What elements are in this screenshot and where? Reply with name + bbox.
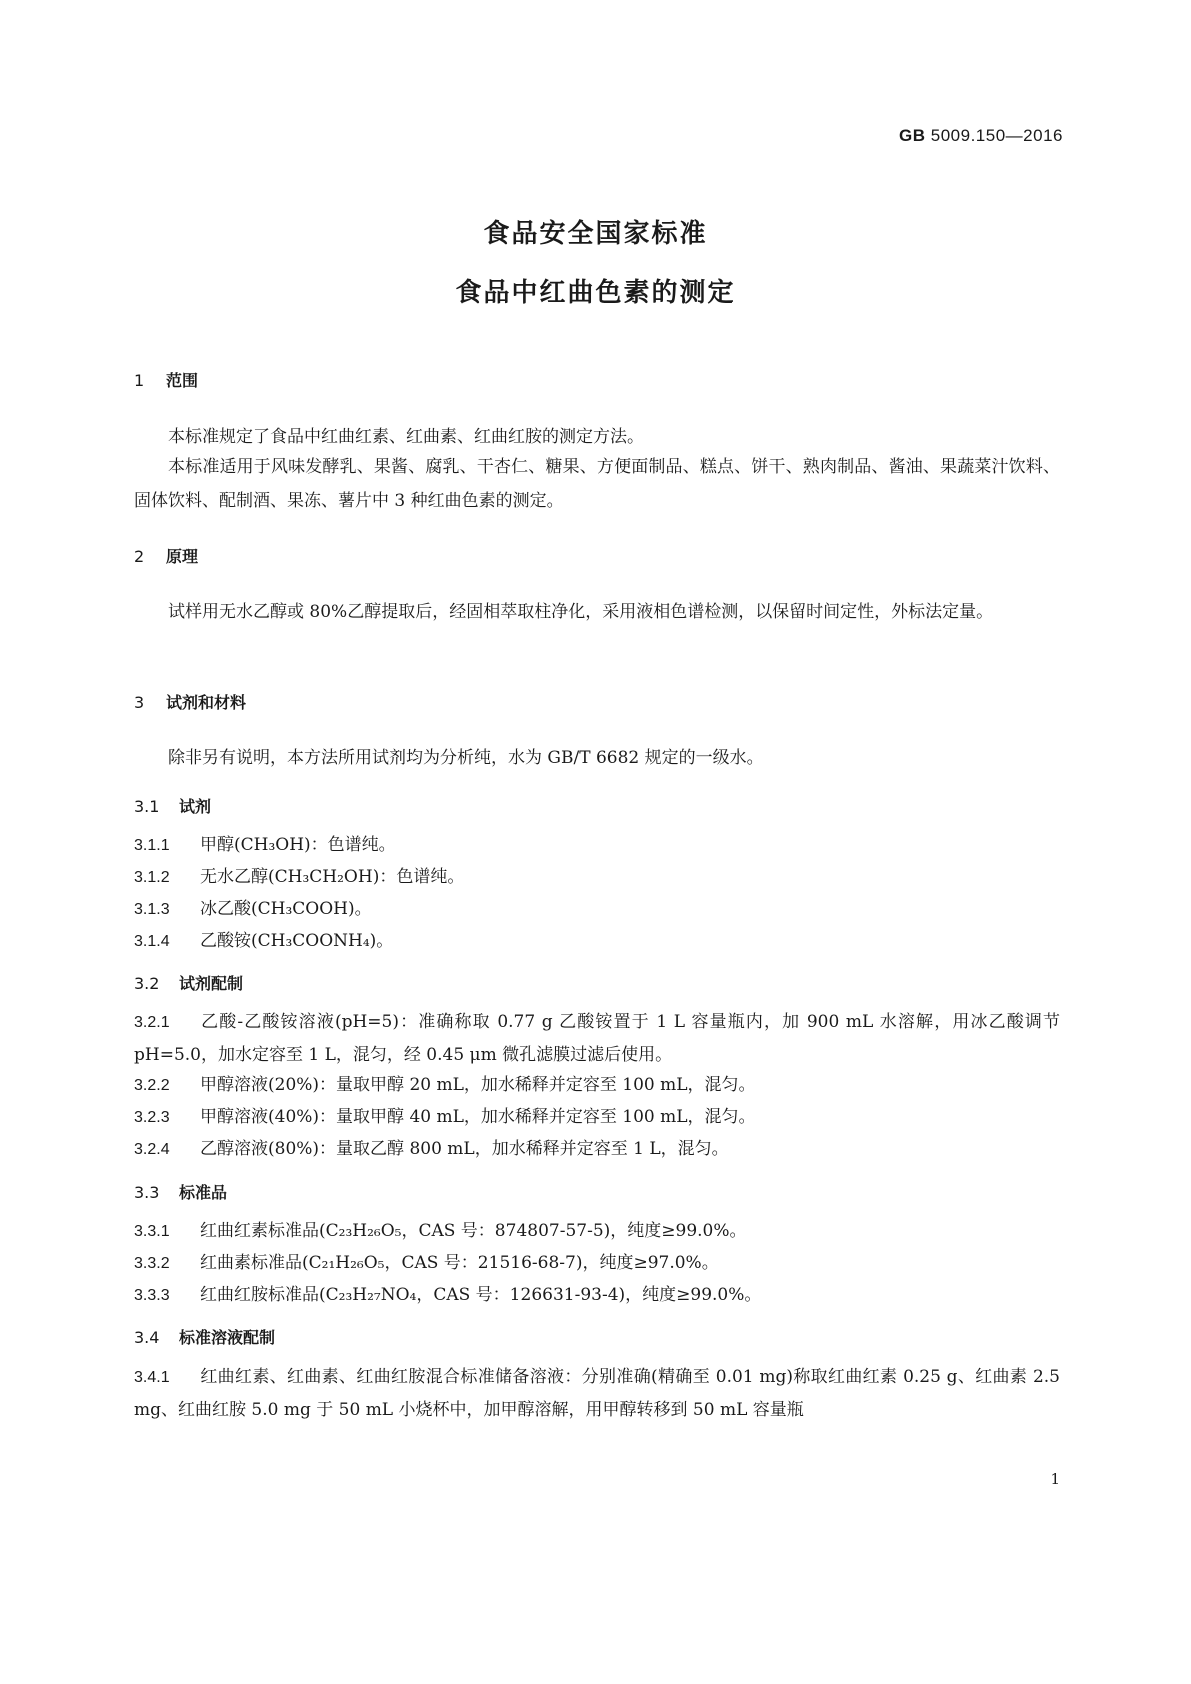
clause-item: 3.1.2 无水乙醇(CH₃CH₂OH)：色谱纯。 (134, 867, 465, 887)
section-number: 1 (134, 371, 145, 390)
clause-item: 3.2.3 甲醇溶液(40%)：量取甲醇 40 mL，加水稀释并定容至 100 mL，混匀。 (134, 1107, 756, 1127)
clause-item: 3.2.1 乙酸-乙酸铵溶液(pH=5)：准确称取 0.77 g 乙酸铵置于 1 L 容量瓶内，加 900 mL 水溶解，用冰乙酸调节 pH=5.0，加水定容至 1 L，混匀，经 0.45 μm 微孔滤膜过滤后使用。 (134, 1012, 1060, 1065)
clause-item: 3.1.1 甲醇(CH₃OH)：色谱纯。 (134, 835, 396, 855)
section-title: 标准品 (179, 1183, 228, 1202)
paragraph: 试样用无水乙醇或 80%乙醇提取后，经固相萃取柱净化，采用液相色谱检测，以保留时间定性，外标法定量。 (168, 602, 994, 622)
section-title: 原理 (166, 547, 199, 566)
page-number: 1 (1050, 1470, 1060, 1488)
section-heading-2 (134, 544, 198, 567)
section-title: 试剂和材料 (166, 693, 247, 712)
section-number: 3.3 (134, 1183, 160, 1202)
subsection-heading-3-2 (134, 971, 243, 994)
paragraph: 除非另有说明，本方法所用试剂均为分析纯，水为 GB/T 6682 规定的一级水。 (168, 748, 764, 768)
section-number: 3 (134, 693, 145, 712)
paragraph: 本标准适用于风味发酵乳、果酱、腐乳、干杏仁、糖果、方便面制品、糕点、饼干、熟肉制品、酱油、果蔬菜汁饮料、固体饮料、配制酒、果冻、薯片中 3 种红曲色素的测定。 (134, 457, 1060, 511)
clause-item: 3.1.4 乙酸铵(CH₃COONH₄)。 (134, 931, 394, 951)
section-title: 标准溶液配制 (179, 1328, 276, 1347)
section-title: 试剂 (179, 797, 212, 816)
standard-code-prefix: GB (899, 126, 926, 145)
section-number: 3.2 (134, 974, 160, 993)
clause-item: 3.1.3 冰乙酸(CH₃COOH)。 (134, 899, 372, 919)
standard-code-number: 5009.150—2016 (930, 126, 1063, 145)
clause-item: 3.2.4 乙醇溶液(80%)：量取乙醇 800 mL，加水稀释并定容至 1 L，混匀。 (134, 1139, 729, 1159)
section-title: 试剂配制 (179, 974, 244, 993)
section-number: 3.4 (134, 1328, 160, 1347)
section-number: 2 (134, 547, 145, 566)
clause-item: 3.2.2 甲醇溶液(20%)：量取甲醇 20 mL，加水稀释并定容至 100 mL，混匀。 (134, 1075, 756, 1095)
section-heading-1 (134, 368, 198, 391)
section-number: 3.1 (134, 797, 160, 816)
section-title: 范围 (166, 371, 199, 390)
subsection-heading-3-3 (134, 1180, 227, 1203)
standard-number (899, 126, 1063, 146)
subsection-heading-3-4 (134, 1325, 275, 1348)
clause-item: 3.3.2 红曲素标准品(C₂₁H₂₆O₅，CAS 号：21516-68-7)，纯度≥97.0%。 (134, 1253, 719, 1273)
clause-item: 3.3.1 红曲红素标准品(C₂₃H₂₆O₅，CAS 号：874807-57-5)，纯度≥99.0%。 (134, 1221, 747, 1241)
paragraph: 本标准规定了食品中红曲红素、红曲素、红曲红胺的测定方法。 (168, 427, 644, 447)
clause-item: 3.4.1 红曲红素、红曲素、红曲红胺混合标准储备溶液：分别准确(精确至 0.01 mg)称取红曲红素 0.25 g、红曲素 2.5 mg、红曲红胺 5.0 mg 于 50 mL 小烧杯中，加甲醇溶解，用甲醇转移到 50 mL 容量瓶 (134, 1367, 1060, 1420)
document-title: 食品安全国家标准 (483, 219, 708, 249)
document-subtitle: 食品中红曲色素的测定 (455, 278, 736, 308)
subsection-heading-3-1 (134, 794, 211, 817)
section-heading-3 (134, 690, 246, 713)
clause-item: 3.3.3 红曲红胺标准品(C₂₃H₂₇NO₄，CAS 号：126631-93-4)，纯度≥99.0%。 (134, 1285, 762, 1305)
